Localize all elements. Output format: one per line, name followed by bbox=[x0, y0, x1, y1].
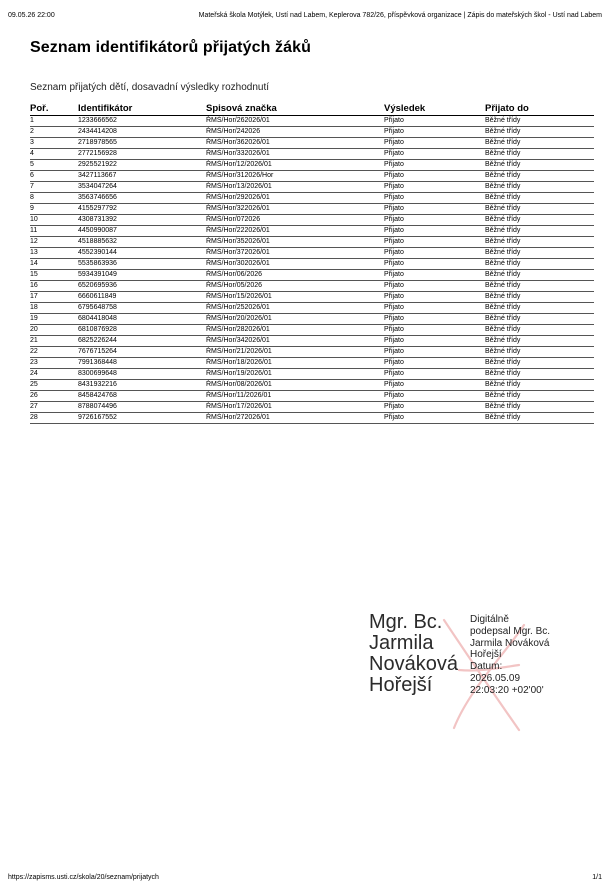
cell-order: 9 bbox=[30, 203, 78, 214]
table-row bbox=[30, 412, 594, 423]
cell-order: 19 bbox=[30, 313, 78, 324]
cell-admitted-to: Běžné třídy bbox=[485, 390, 594, 401]
cell-file-number: ŘMŠ/Hor/21/2026/01 bbox=[206, 346, 384, 357]
cell-result: Přijato bbox=[384, 170, 485, 181]
cell-result: Přijato bbox=[384, 137, 485, 148]
table-row bbox=[30, 181, 594, 192]
cell-identifier: 5535863936 bbox=[78, 258, 206, 269]
cell-order: 11 bbox=[30, 225, 78, 236]
cell-order: 21 bbox=[30, 335, 78, 346]
cell-file-number: ŘMŠ/Hor/252026/01 bbox=[206, 302, 384, 313]
table-row bbox=[30, 137, 594, 148]
column-header-result: Výsledek bbox=[384, 102, 485, 115]
cell-result: Přijato bbox=[384, 247, 485, 258]
cell-order: 4 bbox=[30, 148, 78, 159]
cell-result: Přijato bbox=[384, 313, 485, 324]
cell-file-number: ŘMŠ/Hor/222026/01 bbox=[206, 225, 384, 236]
cell-identifier: 8300699648 bbox=[78, 368, 206, 379]
cell-result: Přijato bbox=[384, 115, 485, 126]
cell-result: Přijato bbox=[384, 192, 485, 203]
cell-order: 2 bbox=[30, 126, 78, 137]
cell-admitted-to: Běžné třídy bbox=[485, 357, 594, 368]
cell-order: 28 bbox=[30, 412, 78, 423]
cell-order: 7 bbox=[30, 181, 78, 192]
cell-identifier: 6660611849 bbox=[78, 291, 206, 302]
cell-file-number: ŘMŠ/Hor/20/2026/01 bbox=[206, 313, 384, 324]
page-number: 1/1 bbox=[592, 874, 602, 881]
page-title: Seznam identifikátorů přijatých žáků bbox=[30, 39, 311, 56]
cell-admitted-to: Běžné třídy bbox=[485, 148, 594, 159]
table-row bbox=[30, 192, 594, 203]
cell-result: Přijato bbox=[384, 335, 485, 346]
page-subtitle: Seznam přijatých dětí, dosavadní výsledky rozhodnutí bbox=[30, 82, 270, 93]
cell-admitted-to: Běžné třídy bbox=[485, 324, 594, 335]
table-row bbox=[30, 115, 594, 126]
print-datetime: 09.05.26 22:00 bbox=[8, 12, 55, 19]
cell-order: 24 bbox=[30, 368, 78, 379]
cell-order: 13 bbox=[30, 247, 78, 258]
cell-file-number: ŘMŠ/Hor/262026/01 bbox=[206, 115, 384, 126]
signer-name-line: Jarmila bbox=[369, 632, 434, 654]
cell-file-number: ŘMŠ/Hor/372026/01 bbox=[206, 247, 384, 258]
cell-file-number: ŘMŠ/Hor/19/2026/01 bbox=[206, 368, 384, 379]
table-row bbox=[30, 214, 594, 225]
cell-order: 17 bbox=[30, 291, 78, 302]
cell-admitted-to: Běžné třídy bbox=[485, 137, 594, 148]
column-header-identifier: Identifikátor bbox=[78, 102, 206, 115]
cell-identifier: 8458424768 bbox=[78, 390, 206, 401]
cell-identifier: 4155297792 bbox=[78, 203, 206, 214]
table-row bbox=[30, 126, 594, 137]
cell-admitted-to: Běžné třídy bbox=[485, 335, 594, 346]
cell-admitted-to: Běžné třídy bbox=[485, 280, 594, 291]
signer-name-line: Mgr. Bc. bbox=[369, 611, 443, 633]
admitted-children-table bbox=[30, 102, 594, 424]
cell-identifier: 4552390144 bbox=[78, 247, 206, 258]
signature-info-line: Datum: bbox=[470, 661, 503, 673]
cell-file-number: ŘMŠ/Hor/11/2026/01 bbox=[206, 390, 384, 401]
cell-file-number: ŘMŠ/Hor/072026 bbox=[206, 214, 384, 225]
cell-order: 5 bbox=[30, 159, 78, 170]
cell-identifier: 8788074496 bbox=[78, 401, 206, 412]
cell-file-number: ŘMŠ/Hor/17/2026/01 bbox=[206, 401, 384, 412]
signer-name-line: Nováková bbox=[369, 653, 458, 675]
cell-identifier: 6825226244 bbox=[78, 335, 206, 346]
cell-file-number: ŘMŠ/Hor/292026/01 bbox=[206, 192, 384, 203]
cell-file-number: ŘMŠ/Hor/332026/01 bbox=[206, 148, 384, 159]
cell-order: 15 bbox=[30, 269, 78, 280]
cell-order: 12 bbox=[30, 236, 78, 247]
cell-file-number: ŘMŠ/Hor/13/2026/01 bbox=[206, 181, 384, 192]
column-header-file-number: Spisová značka bbox=[206, 102, 384, 115]
cell-order: 18 bbox=[30, 302, 78, 313]
cell-admitted-to: Běžné třídy bbox=[485, 181, 594, 192]
cell-identifier: 3563746656 bbox=[78, 192, 206, 203]
cell-order: 1 bbox=[30, 115, 78, 126]
cell-result: Přijato bbox=[384, 269, 485, 280]
cell-admitted-to: Běžné třídy bbox=[485, 170, 594, 181]
cell-admitted-to: Běžné třídy bbox=[485, 346, 594, 357]
cell-identifier: 3534047264 bbox=[78, 181, 206, 192]
table-row bbox=[30, 390, 594, 401]
cell-result: Přijato bbox=[384, 159, 485, 170]
cell-identifier: 2925521922 bbox=[78, 159, 206, 170]
cell-admitted-to: Běžné třídy bbox=[485, 313, 594, 324]
cell-admitted-to: Běžné třídy bbox=[485, 236, 594, 247]
cell-file-number: ŘMŠ/Hor/18/2026/01 bbox=[206, 357, 384, 368]
cell-admitted-to: Běžné třídy bbox=[485, 214, 594, 225]
signature-info bbox=[470, 614, 550, 697]
signature-info-line: Jarmila Nováková bbox=[470, 637, 550, 649]
cell-admitted-to: Běžné třídy bbox=[485, 258, 594, 269]
digital-signature bbox=[369, 612, 579, 737]
cell-order: 3 bbox=[30, 137, 78, 148]
print-source-title: Mateřská škola Motýlek, Ustí nad Labem, Keplerova 782/26, příspěvková organizace | Zápis do mateřských škol - Ustí nad Labem bbox=[198, 12, 602, 19]
cell-file-number: ŘMŠ/Hor/362026/01 bbox=[206, 137, 384, 148]
cell-identifier: 6520695936 bbox=[78, 280, 206, 291]
cell-admitted-to: Běžné třídy bbox=[485, 368, 594, 379]
table-row bbox=[30, 247, 594, 258]
cell-result: Přijato bbox=[384, 126, 485, 137]
cell-result: Přijato bbox=[384, 203, 485, 214]
cell-result: Přijato bbox=[384, 258, 485, 269]
table-row bbox=[30, 401, 594, 412]
cell-result: Přijato bbox=[384, 324, 485, 335]
cell-file-number: ŘMŠ/Hor/282026/01 bbox=[206, 324, 384, 335]
signature-info-line: 22:03:20 +02'00' bbox=[470, 684, 544, 696]
table-row bbox=[30, 280, 594, 291]
cell-result: Přijato bbox=[384, 346, 485, 357]
cell-admitted-to: Běžné třídy bbox=[485, 203, 594, 214]
cell-order: 6 bbox=[30, 170, 78, 181]
signature-info-line: Digitálně bbox=[470, 614, 509, 625]
cell-order: 8 bbox=[30, 192, 78, 203]
cell-identifier: 2772156928 bbox=[78, 148, 206, 159]
table-row bbox=[30, 324, 594, 335]
table-row bbox=[30, 379, 594, 390]
table-row bbox=[30, 346, 594, 357]
cell-admitted-to: Běžné třídy bbox=[485, 247, 594, 258]
cell-result: Přijato bbox=[384, 368, 485, 379]
cell-file-number: ŘMŠ/Hor/342026/01 bbox=[206, 335, 384, 346]
cell-admitted-to: Běžné třídy bbox=[485, 225, 594, 236]
cell-file-number: ŘMŠ/Hor/05/2026 bbox=[206, 280, 384, 291]
cell-result: Přijato bbox=[384, 280, 485, 291]
table-row bbox=[30, 335, 594, 346]
cell-identifier: 6810876928 bbox=[78, 324, 206, 335]
table-row bbox=[30, 203, 594, 214]
cell-order: 26 bbox=[30, 390, 78, 401]
cell-identifier: 9726167552 bbox=[78, 412, 206, 423]
table-body bbox=[30, 115, 594, 423]
cell-file-number: ŘMŠ/Hor/08/2026/01 bbox=[206, 379, 384, 390]
cell-result: Přijato bbox=[384, 291, 485, 302]
cell-file-number: ŘMŠ/Hor/15/2026/01 bbox=[206, 291, 384, 302]
cell-identifier: 7676715264 bbox=[78, 346, 206, 357]
signer-name bbox=[369, 612, 458, 696]
page-url: https://zapisms.usti.cz/skola/20/seznam/prijatych bbox=[8, 874, 159, 881]
cell-file-number: ŘMŠ/Hor/352026/01 bbox=[206, 236, 384, 247]
cell-identifier: 4518885632 bbox=[78, 236, 206, 247]
table-row bbox=[30, 269, 594, 280]
cell-identifier: 4308731392 bbox=[78, 214, 206, 225]
cell-result: Přijato bbox=[384, 401, 485, 412]
cell-identifier: 6804418048 bbox=[78, 313, 206, 324]
table-row bbox=[30, 368, 594, 379]
cell-order: 23 bbox=[30, 357, 78, 368]
signature-info-line: 2026.05.09 bbox=[470, 672, 521, 684]
cell-result: Přijato bbox=[384, 214, 485, 225]
table-row bbox=[30, 357, 594, 368]
cell-result: Přijato bbox=[384, 379, 485, 390]
cell-file-number: ŘMŠ/Hor/302026/01 bbox=[206, 258, 384, 269]
cell-identifier: 3427113667 bbox=[78, 170, 206, 181]
cell-admitted-to: Běžné třídy bbox=[485, 291, 594, 302]
table-row bbox=[30, 148, 594, 159]
cell-order: 25 bbox=[30, 379, 78, 390]
table-row bbox=[30, 313, 594, 324]
cell-identifier: 1233666562 bbox=[78, 115, 206, 126]
cell-admitted-to: Běžné třídy bbox=[485, 302, 594, 313]
cell-admitted-to: Běžné třídy bbox=[485, 412, 594, 423]
cell-order: 20 bbox=[30, 324, 78, 335]
column-header-order: Poř. bbox=[30, 102, 78, 115]
cell-identifier: 7991368448 bbox=[78, 357, 206, 368]
cell-file-number: ŘMŠ/Hor/12/2026/01 bbox=[206, 159, 384, 170]
cell-result: Přijato bbox=[384, 412, 485, 423]
cell-admitted-to: Běžné třídy bbox=[485, 115, 594, 126]
cell-result: Přijato bbox=[384, 357, 485, 368]
cell-file-number: ŘMŠ/Hor/06/2026 bbox=[206, 269, 384, 280]
cell-order: 22 bbox=[30, 346, 78, 357]
cell-file-number: ŘMŠ/Hor/272026/01 bbox=[206, 412, 384, 423]
table-row bbox=[30, 170, 594, 181]
cell-file-number: ŘMŠ/Hor/242026 bbox=[206, 126, 384, 137]
cell-identifier: 5934391049 bbox=[78, 269, 206, 280]
cell-admitted-to: Běžné třídy bbox=[485, 269, 594, 280]
cell-admitted-to: Běžné třídy bbox=[485, 126, 594, 137]
cell-identifier: 4450990087 bbox=[78, 225, 206, 236]
cell-identifier: 8431932216 bbox=[78, 379, 206, 390]
table-header-row bbox=[30, 102, 594, 115]
table-row bbox=[30, 291, 594, 302]
cell-result: Přijato bbox=[384, 302, 485, 313]
signer-name-line: Hořejší bbox=[369, 674, 433, 696]
cell-admitted-to: Běžné třídy bbox=[485, 159, 594, 170]
cell-order: 10 bbox=[30, 214, 78, 225]
cell-order: 27 bbox=[30, 401, 78, 412]
cell-admitted-to: Běžné třídy bbox=[485, 379, 594, 390]
cell-result: Přijato bbox=[384, 148, 485, 159]
table-row bbox=[30, 302, 594, 313]
signature-info-line: Hořejší bbox=[470, 649, 502, 661]
table-row bbox=[30, 159, 594, 170]
cell-result: Přijato bbox=[384, 390, 485, 401]
table-row bbox=[30, 236, 594, 247]
cell-result: Přijato bbox=[384, 236, 485, 247]
table-row bbox=[30, 225, 594, 236]
cell-file-number: ŘMŠ/Hor/322026/01 bbox=[206, 203, 384, 214]
cell-identifier: 2434414208 bbox=[78, 126, 206, 137]
cell-file-number: ŘMŠ/Hor/312026/Hor bbox=[206, 170, 384, 181]
cell-result: Přijato bbox=[384, 225, 485, 236]
cell-identifier: 2718978565 bbox=[78, 137, 206, 148]
signature-info-line: podepsal Mgr. Bc. bbox=[470, 625, 551, 637]
cell-admitted-to: Běžné třídy bbox=[485, 192, 594, 203]
column-header-admitted-to: Přijato do bbox=[485, 102, 594, 115]
cell-identifier: 6795648758 bbox=[78, 302, 206, 313]
cell-order: 16 bbox=[30, 280, 78, 291]
cell-result: Přijato bbox=[384, 181, 485, 192]
cell-admitted-to: Běžné třídy bbox=[485, 401, 594, 412]
cell-order: 14 bbox=[30, 258, 78, 269]
table-row bbox=[30, 258, 594, 269]
